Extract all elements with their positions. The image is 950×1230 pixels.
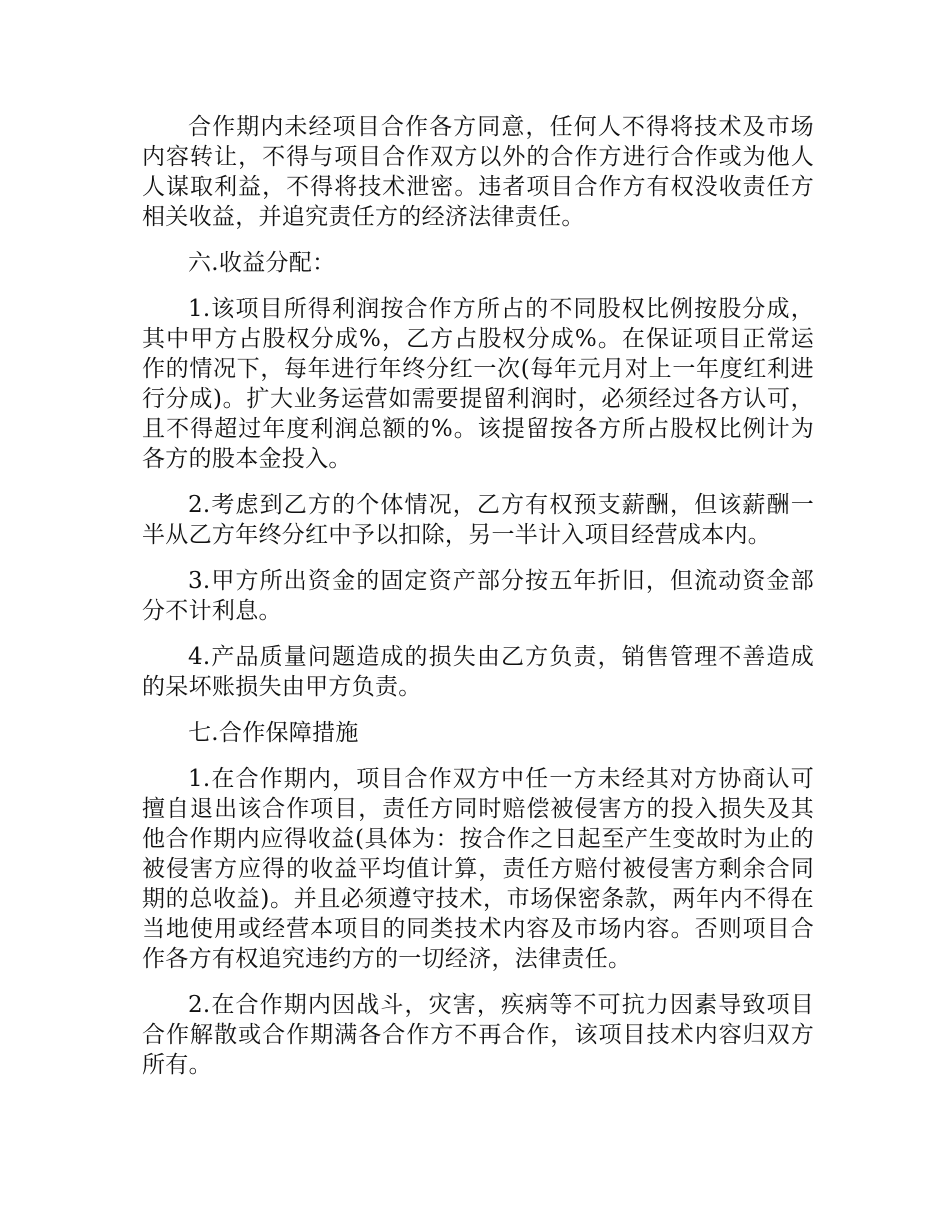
section-heading-guarantee-measures: 七.合作保障措施 xyxy=(188,720,359,746)
document-page xyxy=(142,112,814,1096)
paragraph-profit-2: 2.考虑到乙方的个体情况，乙方有权预支薪酬，但该薪酬一半从乙方年终分红中予以扣除，另一半计入项目经营成本内。 xyxy=(142,492,814,548)
paragraph-confidentiality: 合作期内未经项目合作各方同意，任何人不得将技术及市场内容转让，不得与项目合作双方以外的合作方进行合作或为他人人谋取利益，不得将技术泄密。违者项目合作方有权没收责任方相关收益，并追究责任方的经济法律责任。 xyxy=(142,114,814,230)
section-heading-profit-distribution: 六.收益分配： xyxy=(188,250,336,276)
paragraph-profit-4: 4.产品质量问题造成的损失由乙方负责，销售管理不善造成的呆坏账损失由甲方负责。 xyxy=(142,644,814,700)
paragraph-guarantee-1: 1.在合作期内，项目合作双方中任一方未经其对方协商认可擅自退出该合作项目，责任方同时赔偿被侵害方的投入损失及其他合作期内应得收益(具体为：按合作之日起至产生变故时为止的被侵害方应得的收益平均值计算，责任方赔付被侵害方剩余合同期的总收益)。并且必须遵守技术，市场保密条款，两年内不得在当地使用或经营本项目的同类技术内容及市场内容。否则项目合作各方有权追究违约方的一切经济，法律责任。 xyxy=(142,766,814,972)
paragraph-profit-1: 1.该项目所得利润按合作方所占的不同股权比例按股分成，其中甲方占股权分成%，乙方占股权分成%。在保证项目正常运作的情况下，每年进行年终分红一次(每年元月对上一年度红利进行分成)。扩大业务运营如需要提留利润时，必须经过各方认可，且不得超过年度利润总额的%。该提留按各方所占股权比例计为各方的股本金投入。 xyxy=(142,296,814,472)
paragraph-guarantee-2: 2.在合作期内因战斗，灾害，疾病等不可抗力因素导致项目合作解散或合作期满各合作方不再合作，该项目技术内容归双方所有。 xyxy=(142,992,814,1078)
paragraph-profit-3: 3.甲方所出资金的固定资产部分按五年折旧，但流动资金部分不计利息。 xyxy=(142,568,814,624)
